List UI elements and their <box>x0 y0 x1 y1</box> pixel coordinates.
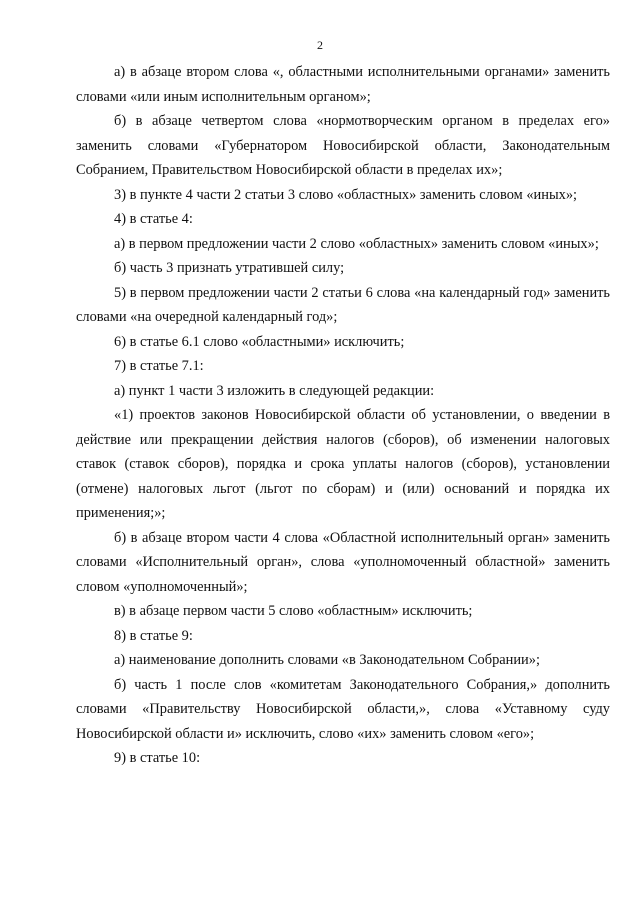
paragraph: а) в первом предложении части 2 слово «областных» заменить словом «иных»; <box>114 235 599 252</box>
paragraph: в) в абзаце первом части 5 слово «областным» исключить; <box>114 603 473 619</box>
paragraph: 7) в статье 7.1: <box>114 358 204 374</box>
paragraph: а) пункт 1 части 3 изложить в следующей редакции: <box>114 382 435 399</box>
paragraph: 6) в статье 6.1 слово «областными» исключить; <box>114 333 405 350</box>
paragraph: «1) проектов законов Новосибирской области об установлении, о введении в действие или прекращении действия налогов (сборов), об изменении налоговых ставок (ставок сборов), порядка и срока уплаты налогов (сборов), установлении (отмене) налоговых льгот (льгот по сборам) и (или) оснований и порядка их применения;»; <box>76 407 610 521</box>
paragraph: 5) в первом предложении части 2 статьи 6 слова «на календарный год» заменить словами «на очередной календарный год»; <box>76 284 610 325</box>
paragraph: б) часть 1 после слов «комитетам Законодательного Собрания,» дополнить словами «Правительству Новосибирской области,», слова «Уставному суду Новосибирской области и» исключить, слово «их» заменить словом «его»; <box>76 676 610 742</box>
paragraph: а) наименование дополнить словами «в Законодательном Собрании»; <box>114 652 540 668</box>
paragraph: б) в абзаце четвертом слова «нормотворческим органом в пределах его» заменить словами «Губернатором Новосибирской области, Законодательным Собранием, Правительством Новосибирской области в пределах их»; <box>76 113 610 178</box>
paragraph: а) в абзаце втором слова «, областными исполнительными органами» заменить словами «или иным исполнительным органом»; <box>76 64 610 105</box>
paragraph: 3) в пункте 4 части 2 статьи 3 слово «областных» заменить словом «иных»; <box>114 186 578 203</box>
paragraph: 8) в статье 9: <box>114 627 193 644</box>
paragraph: 9) в статье 10: <box>114 750 201 766</box>
paragraph: 4) в статье 4: <box>114 211 193 227</box>
paragraph: б) в абзаце втором части 4 слова «Областной исполнительный орган» заменить словами «Исполнительный орган», слова «уполномоченный областной» заменить словом «уполномоченный»; <box>76 529 610 595</box>
page-number: 2 <box>317 38 323 52</box>
paragraph: б) часть 3 признать утратившей силу; <box>114 260 345 276</box>
document-body <box>76 60 610 771</box>
